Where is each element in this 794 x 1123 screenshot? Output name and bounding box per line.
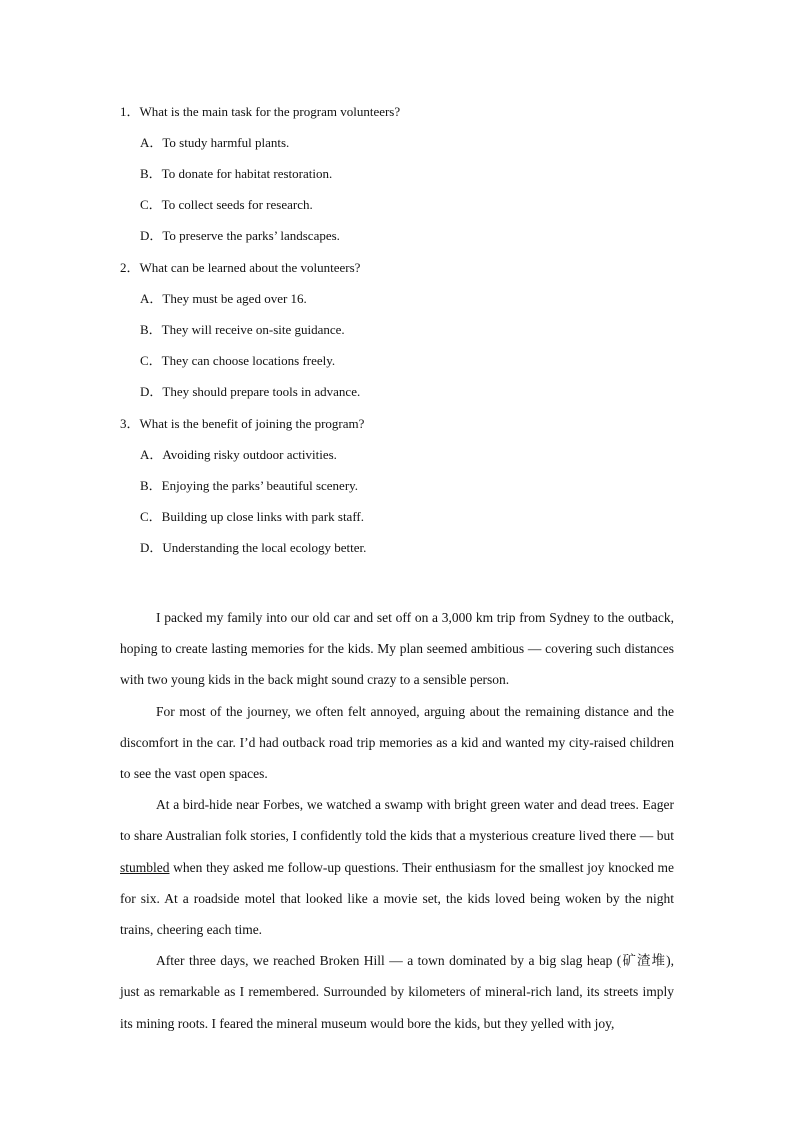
question-3-option-d: D．Understanding the local ecology better.: [140, 540, 367, 555]
question-3-option-b: B．Enjoying the parks’ beautiful scenery.: [140, 478, 359, 493]
question-3: 3．What is the benefit of joining the program?: [120, 416, 365, 431]
question-1-option-a: A．To study harmful plants.: [140, 135, 290, 150]
paragraph-3-text-after: when they asked me follow-up questions. Their enthusiasm for the smallest joy knocked me for six. At a roadside motel that looked like a movie set, the kids loved being woken by the night trains, cheering each time.: [120, 859, 674, 938]
paragraph-3-text-before: At a bird-hide near Forbes, we watched a swamp with bright green water and dead trees. Eager to share Australian folk stories, I confidently told the kids that a mysterious creature lived there — but: [120, 797, 674, 844]
question-1-option-d: D．To preserve the parks’ landscapes.: [140, 228, 340, 243]
question-1-option-c: C．To collect seeds for research.: [140, 197, 313, 212]
question-3-option-a: A．Avoiding risky outdoor activities.: [140, 447, 337, 462]
underlined-word-stumbled: stumbled: [120, 859, 170, 875]
paragraph-2: For most of the journey, we often felt annoyed, arguing about the remaining distance and the discomfort in the car. I’d had outback road trip memories as a kid and wanted my city-raised children to see the vast open spaces.: [120, 703, 674, 782]
question-2: 2．What can be learned about the volunteers?: [120, 260, 361, 275]
question-3-option-c: C．Building up close links with park staff.: [140, 509, 364, 524]
paragraph-3: [120, 789, 674, 945]
question-1: 1．What is the main task for the program volunteers?: [120, 104, 401, 119]
paragraph-1: I packed my family into our old car and set off on a 3,000 km trip from Sydney to the outback, hoping to create lasting memories for the kids. My plan seemed ambitious — covering such distances with two young kids in the back might sound crazy to a sensible person.: [120, 610, 674, 688]
question-2-option-b: B．They will receive on-site guidance.: [140, 322, 345, 337]
paragraph-4: After three days, we reached Broken Hill — a town dominated by a big slag heap (矿渣堆), just as remarkable as I remembered. Surrounded by kilometers of mineral-rich land, its streets imply its mining roots. I feared the mineral museum would bore the kids, but they yelled with joy,: [120, 953, 674, 1031]
question-2-option-a: A．They must be aged over 16.: [140, 291, 307, 306]
reading-passage: [120, 602, 674, 1039]
question-2-option-c: C．They can choose locations freely.: [140, 353, 336, 368]
question-2-option-d: D．They should prepare tools in advance.: [140, 384, 361, 399]
question-1-option-b: B．To donate for habitat restoration.: [140, 166, 333, 181]
